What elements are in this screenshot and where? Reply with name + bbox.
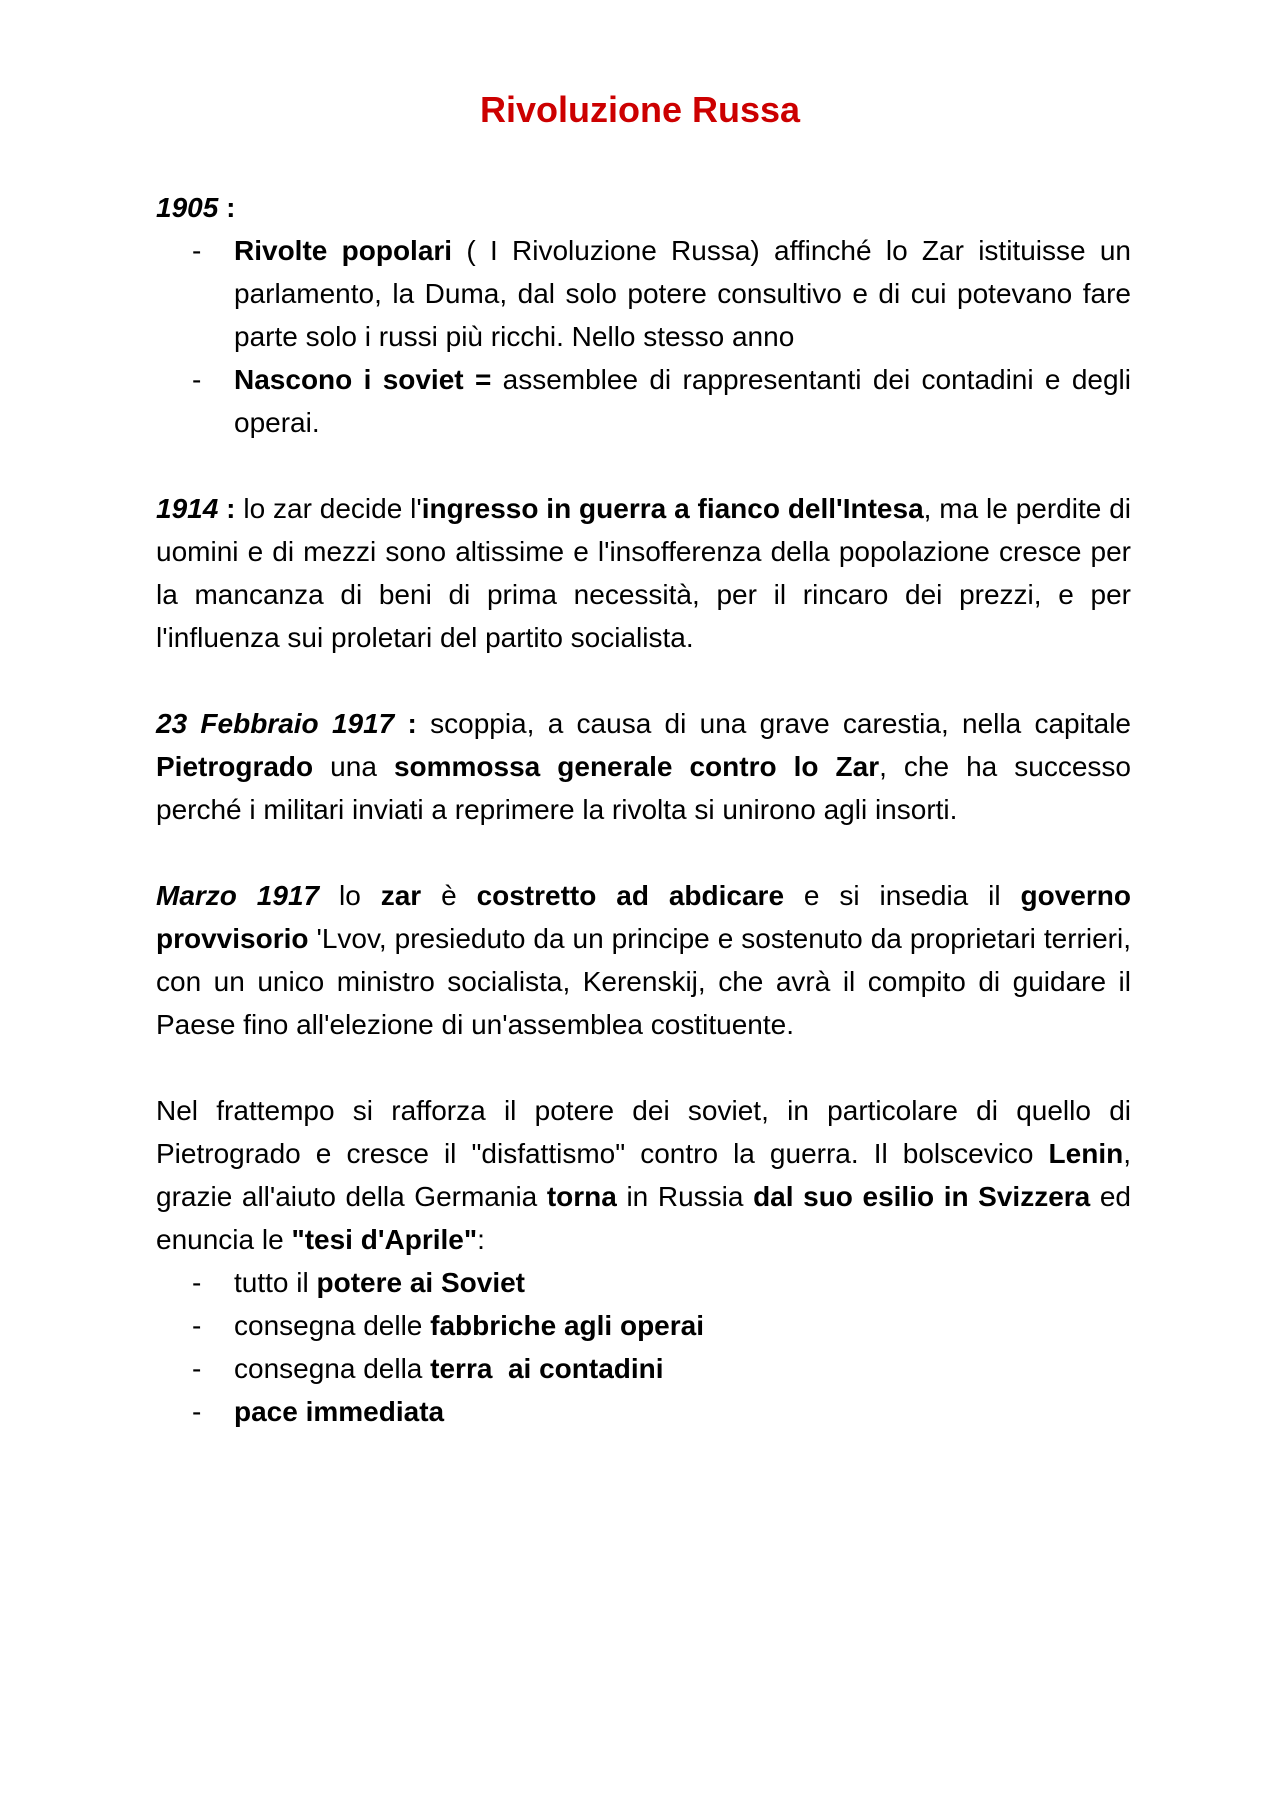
colon: :: [394, 708, 417, 739]
list-dash: -: [192, 364, 202, 395]
text: ed enuncia le: [156, 1181, 1131, 1255]
list-dash: -: [192, 1267, 202, 1298]
colon: :: [218, 192, 236, 223]
list-item: [156, 358, 1131, 444]
item-text: assemblee di rappresentanti dei contadini e degli operai.: [234, 364, 1131, 438]
text: una: [313, 751, 394, 782]
text: , che ha successo perché i militari inviati a reprimere la rivolta si unirono agli insorti.: [156, 751, 1132, 825]
text: in Russia: [616, 1181, 754, 1212]
bold-text: pace immediata: [234, 1396, 445, 1427]
date-feb-1917: 23 Febbraio 1917: [156, 708, 395, 739]
bold-text: ingresso in guerra a fianco dell'Intesa: [421, 493, 924, 524]
list-item: [156, 1390, 1131, 1433]
bold-text: fabbriche agli operai: [430, 1310, 705, 1341]
item-text: consegna della: [234, 1353, 431, 1384]
colon: :: [218, 493, 236, 524]
text: scoppia, a causa di una grave carestia, nella capitale: [416, 708, 1131, 739]
text: Nel frattempo si rafforza il potere dei soviet, in particolare di quello di Pietrogrado e cresce il "disfattismo" contro la guerra. Il bolscevico: [156, 1095, 1131, 1169]
item-text: tutto il: [234, 1267, 317, 1298]
bold-text: "tesi d'Aprile": [291, 1224, 478, 1255]
bold-text: dal suo esilio in Svizzera: [753, 1181, 1091, 1212]
bold-text: costretto ad abdicare: [476, 880, 785, 911]
text: e si insedia il: [784, 880, 1021, 911]
list-dash: -: [192, 235, 202, 266]
list-1905: [156, 229, 1131, 444]
list-item: [156, 1347, 1131, 1390]
document-body: [156, 186, 1131, 1433]
date-1914: 1914: [156, 493, 219, 524]
bold-text: torna: [546, 1181, 617, 1212]
section-lenin: [156, 1089, 1131, 1261]
bold-text: Pietrogrado: [156, 751, 314, 782]
list-item: [156, 1304, 1131, 1347]
section-1914: [156, 487, 1131, 659]
text: lo zar decide l': [235, 493, 422, 524]
item-text: consegna delle: [234, 1310, 431, 1341]
date-mar-1917: Marzo 1917: [156, 880, 320, 911]
bold-text: Nascono i soviet =: [234, 364, 492, 395]
text: 'Lvov, presieduto da un principe e sostenuto da proprietari terrieri, con un unico ministro socialista, Kerenskij, che avrà il compito di guidare il Paese fino all'elezione di un'assemblea costituente.: [156, 923, 1131, 1040]
bold-text: governo provvisorio: [156, 880, 1131, 954]
list-dash: -: [192, 1396, 202, 1427]
list-dash: -: [192, 1310, 202, 1341]
section-mar-1917: [156, 874, 1131, 1046]
text: :: [477, 1224, 485, 1255]
text: è: [421, 880, 477, 911]
bold-text: Rivolte popolari: [234, 235, 453, 266]
bold-text: zar: [380, 880, 422, 911]
list-tesi-aprile: [156, 1261, 1131, 1433]
text: , ma le perdite di uomini e di mezzi sono altissime e l'insofferenza della popolazione cresce per la mancanza di beni di prima necessità, per il rincaro dei prezzi, e per l'influenza sui proletari del partito socialista.: [156, 493, 1131, 653]
text: lo: [319, 880, 381, 911]
item-text: ( I Rivoluzione Russa) affinché lo Zar istituisse un parlamento, la Duma, dal solo potere consultivo e di cui potevano fare parte solo i russi più ricchi. Nello stesso anno: [234, 235, 1131, 352]
page-title: Rivoluzione Russa: [479, 89, 801, 130]
section-feb-1917: [156, 702, 1131, 831]
date-1905: 1905: [156, 192, 219, 223]
section-1905-heading: [156, 186, 1131, 229]
bold-text: Lenin: [1048, 1138, 1124, 1169]
bold-text: terra ai contadini: [430, 1353, 664, 1384]
list-item: [156, 1261, 1131, 1304]
bold-text: potere ai Soviet: [316, 1267, 525, 1298]
list-item: [156, 229, 1131, 358]
list-dash: -: [192, 1353, 202, 1384]
bold-text: sommossa generale contro lo Zar: [393, 751, 880, 782]
text: , grazie all'aiuto della Germania: [156, 1138, 1131, 1212]
